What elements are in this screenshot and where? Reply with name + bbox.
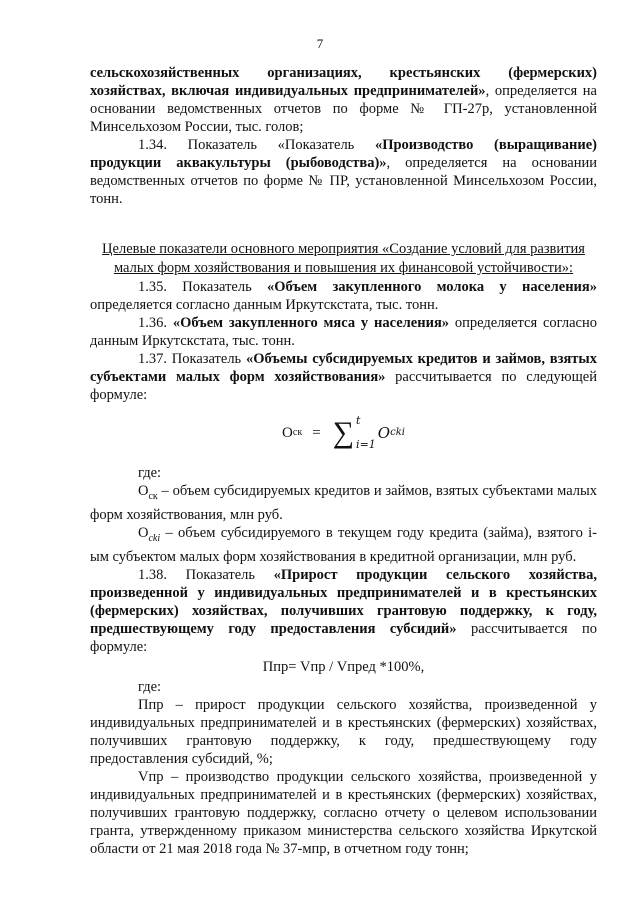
- paragraph-livestock: сельскохозяйственных организациях, крестьянских (фермерских) хозяйствах, включая индивидуальных предпринимателей», определяется на основании ведомственных отчетов по форме № ГП-27р, установленной Минсельхозом России, тыс. голов;: [90, 65, 597, 135]
- sum-symbol: ∑: [332, 416, 355, 449]
- formula-sum: О ск = ∑ t i=1 O cki: [282, 414, 405, 451]
- paragraph-1-36: 1.36. «Объем закупленного мяса у населения» определяется согласно данным Иркутскстата, тыс. тонн.: [90, 315, 597, 349]
- definition-o-cki: $О_{cki}$ – объем субсидируемого в текущем году кредита (займа), взятого i-ым субъектом малых форм хозяйствования в кредитной организации, млн руб.: [90, 524, 597, 565]
- document-body: [90, 64, 597, 858]
- bold-text: «Производство (выращивание) продукции аквакультуры (рыбоводства)»: [90, 137, 597, 171]
- bold-text: «Прирост продукции сельского хозяйства, произведенной у индивидуальных предпринимателей и в крестьянских (фермерских) хозяйствах, получивших грантовую поддержку, к году, предшествующему году предоставления субсидий»: [90, 566, 597, 637]
- bold-text: «Объем закупленного мяса у населения»: [172, 315, 450, 331]
- paragraph-1-34: 1.34. Показатель «Показатель «Производство (выращивание) продукции аквакультуры (рыбоводства)», определяется на основании ведомственных отчетов по форме № ПР, установленной Минсельхозом России, тонн.: [90, 137, 597, 207]
- where-label: где:: [138, 678, 162, 695]
- bold-text: сельскохозяйственных организациях, крестьянских (фермерских) хозяйствах, включая индивидуальных предпринимателей»: [90, 65, 597, 99]
- formula-growth: Ппр= Vпр / Vпред *100%,: [262, 658, 425, 675]
- section-heading: Целевые показатели основного мероприятия «Создание условий для развития малых форм хозяйствования и повышения их финансовой устойчивости»:: [102, 241, 585, 276]
- bold-text: «Объемы субсидируемых кредитов и займов, взятых субъектами малых форм хозяйствования»: [90, 351, 597, 385]
- bold-text: «Объем закупленного молока у населения»: [267, 279, 597, 295]
- paragraph-1-37: 1.37. Показатель «Объемы субсидируемых кредитов и займов, взятых субъектами малых форм хозяйствования» рассчитывается по следующей формуле:: [90, 351, 598, 403]
- paragraph-1-35: 1.35. Показатель «Объем закупленного молока у населения» определяется согласно данным Иркутскстата, тыс. тонн.: [90, 279, 597, 313]
- page-number: 7: [316, 36, 324, 51]
- paragraph-1-38: 1.38. Показатель «Прирост продукции сельского хозяйства, произведенной у индивидуальных предпринимателей и в крестьянских (фермерских) хозяйствах, получивших грантовую поддержку, к году, предшествующему году предоставления субсидий» рассчитывается по формуле:: [90, 566, 597, 655]
- definition-vpr: Vпр – производство продукции сельского хозяйства, произведенной у индивидуальных предпринимателей и в крестьянских (фермерских) хозяйствах, получивших грантовую поддержку, согласно отчету о целевом использовании гранта, утвержденному приказом министерства сельского хозяйства Иркутской области от 21 мая 2018 года № 37-мпр, в отчетном году тонн;: [90, 768, 597, 857]
- definition-ppr: Ппр – прирост продукции сельского хозяйства, произведенной у индивидуальных предпринимателей и в крестьянских (фермерских) хозяйствах, получивших грантовую поддержку, к году, предшествующему году предоставления субсидий, %;: [90, 696, 597, 767]
- definition-o-sk: $О_{ск}$ – объем субсидируемых кредитов и займов, взятых субъектами малых форм хозяйствования, млн руб.: [90, 483, 597, 523]
- where-label: где:: [138, 465, 162, 481]
